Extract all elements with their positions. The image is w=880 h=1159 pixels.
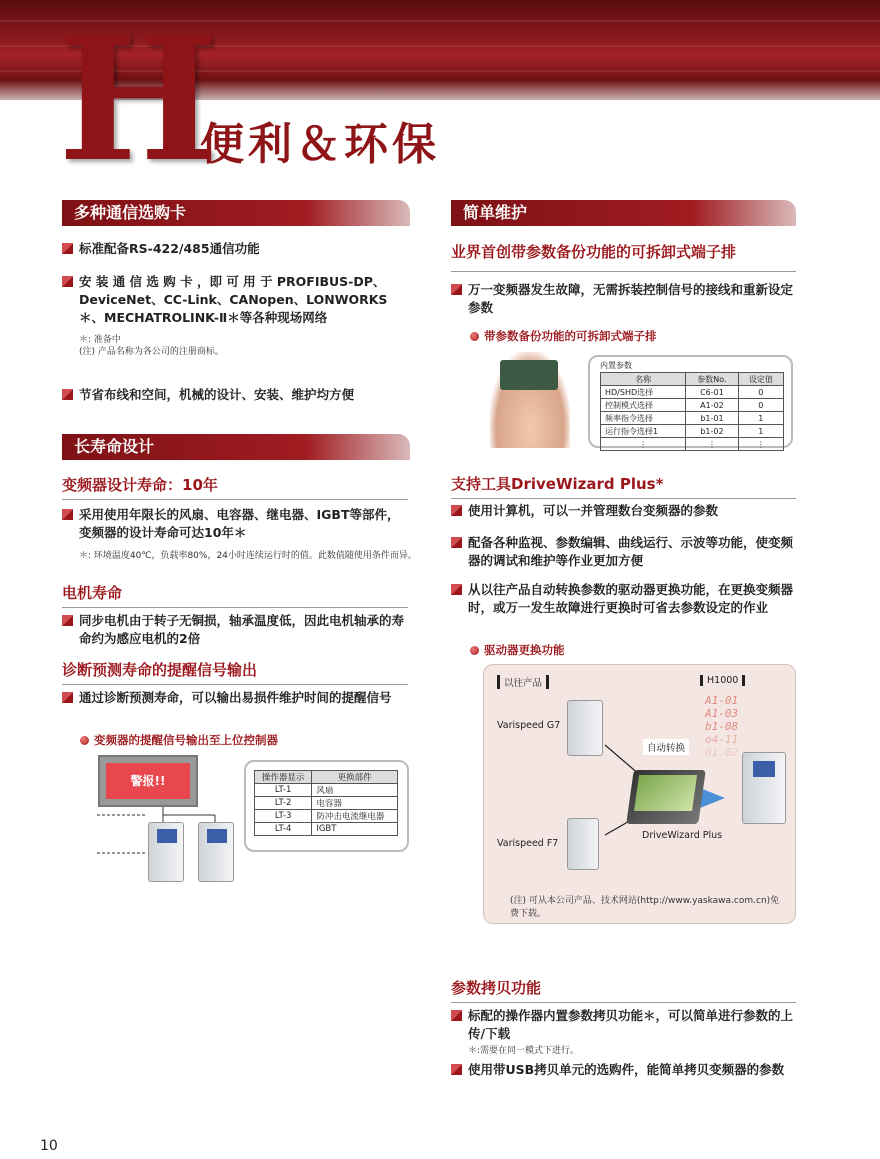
terminal-board: [500, 360, 558, 390]
bullet-motor-life: 同步电机由于转子无铜损，轴承温度低，因此电机轴承的寿命约为感应电机的2倍: [62, 612, 410, 648]
inverter-image-2: [198, 822, 234, 882]
table-row: [255, 810, 398, 823]
bullet-long-life-parts: 采用使用年限长的风扇、电容器、继电器、IGBT等部件，变频器的设计寿命可达10年＊: [62, 506, 410, 542]
bullet-diagnostic: 通过诊断预测寿命，可以输出易损件维护时间的提醒信号: [62, 689, 410, 707]
label-h1000: H1000: [700, 675, 745, 686]
triangle-bullet-icon: [62, 615, 73, 626]
bullet-monitoring: 配备各种监视、参数编辑、曲线运行、示波等功能，使变频器的调试和维护等作业更加方便: [451, 534, 796, 570]
table-row: [255, 797, 398, 810]
table-cell: 控制模式选择: [601, 399, 686, 412]
table-row: [255, 784, 398, 797]
table-row: [601, 412, 784, 425]
table-cell: C6-01: [686, 386, 739, 399]
bullet-fieldbus: 安 装 通 信 选 购 卡 ，即 可 用 于 PROFIBUS-DP、DeviceNet、CC-Link、CANopen、LONWORKS＊、MECHATROLINK-Ⅱ＊等各种现场网络: [62, 273, 412, 327]
table-header: 设定值: [738, 373, 783, 386]
subheading-motor-life: 电机寿命: [62, 582, 408, 608]
table-cell: 电容器: [312, 797, 398, 810]
page-title: 便利＆环保: [200, 119, 440, 170]
caption-alarm-output: 变频器的提醒信号输出至上位控制器: [80, 733, 278, 747]
table-cell: LT-4: [255, 823, 312, 836]
table-row: ⋮ ⋮ ⋮: [601, 438, 784, 451]
inverter-display: [753, 761, 775, 777]
table-cell: 防冲击电流继电器: [312, 810, 398, 823]
bullet-pc-management: 使用计算机，可以一并管理数台变频器的参数: [451, 502, 796, 520]
section-title-communication: 多种通信选购卡: [62, 200, 410, 226]
triangle-bullet-icon: [451, 505, 462, 516]
table-header: 参数No.: [686, 373, 739, 386]
maintenance-table: [254, 770, 398, 836]
bullet-no-rewiring: 万一变频器发生故障，无需拆装控制信号的接线和重新设定参数: [451, 281, 796, 317]
bullet-rs422: 标准配备RS-422/485通信功能: [62, 240, 412, 258]
table-cell: IGBT: [312, 823, 398, 836]
table-cell: 1: [738, 425, 783, 438]
chapter-letter: H: [58, 0, 219, 200]
code-line: A1-03: [705, 707, 739, 720]
triangle-bullet-icon: [62, 276, 73, 287]
subheading-design-life: 变频器设计寿命：10年: [62, 474, 408, 500]
table-cell: LT-2: [255, 797, 312, 810]
note-same-mode: ＊:需要在同一模式下进行。: [468, 1046, 580, 1056]
bullet-param-copy: 标配的操作器内置参数拷贝功能＊，可以简单进行参数的上传/下载: [451, 1007, 796, 1043]
note-download: (注) 可从本公司产品、技术网站(http://www.yaskawa.com.cn)免费下载。: [510, 896, 780, 919]
triangle-bullet-icon: [451, 1064, 462, 1075]
table-cell: LT-1: [255, 784, 312, 797]
table-row: [601, 425, 784, 438]
table-cell: 频率指令选择: [601, 412, 686, 425]
table-cell: 1: [738, 412, 783, 425]
code-line: 01.02: [705, 746, 739, 759]
triangle-bullet-icon: [62, 692, 73, 703]
subheading-drivewizard: 支持工具DriveWizard Plus*: [451, 473, 796, 499]
laptop-image: [626, 770, 706, 824]
triangle-bullet-icon: [62, 389, 73, 400]
table-cell: b1-02: [686, 425, 739, 438]
note-preparing: ＊: 准备中: [79, 335, 121, 345]
code-line: b1-08: [705, 720, 739, 733]
label-old-product: 以往产品: [497, 675, 549, 689]
table-cell: LT-3: [255, 810, 312, 823]
bullet-dot-icon: [80, 736, 89, 745]
subheading-diagnostic: 诊断预测寿命的提醒信号输出: [62, 659, 408, 685]
parameter-table: [600, 372, 784, 451]
bullet-dot-icon: [470, 646, 479, 655]
triangle-bullet-icon: [451, 284, 462, 295]
triangle-bullet-icon: [62, 243, 73, 254]
triangle-bullet-icon: [62, 509, 73, 520]
table-cell: b1-01: [686, 412, 739, 425]
triangle-bullet-icon: [451, 537, 462, 548]
table-header: 名称: [601, 373, 686, 386]
label-drivewizard: DriveWizard Plus: [642, 830, 723, 841]
table-caption: 内置参数: [600, 361, 632, 370]
note-trademark: (注) 产品名称为各公司的注册商标。: [79, 347, 224, 357]
bullet-dot-icon: [470, 332, 479, 341]
bullet-save-wiring: 节省布线和空间，机械的设计、安装、维护均方便: [62, 386, 412, 404]
subheading-terminal: 业界首创带参数备份功能的可拆卸式端子排: [451, 243, 737, 261]
triangle-bullet-icon: [451, 584, 462, 595]
table-header: 操作器显示: [255, 771, 312, 784]
label-varispeed-f7: Varispeed F7: [497, 838, 559, 849]
table-cell: 0: [738, 399, 783, 412]
controller-monitor: [98, 755, 198, 807]
page-number: 10: [40, 1138, 58, 1154]
table-cell: HD/SHD选择: [601, 386, 686, 399]
table-row: [601, 386, 784, 399]
inverter-display: [207, 829, 227, 843]
table-row: [601, 399, 784, 412]
terminal-board-photo: [490, 352, 570, 448]
parameter-codes: [705, 694, 738, 759]
alarm-screen: 警报!!: [106, 763, 190, 799]
h1000-image: [742, 752, 786, 824]
divider: [451, 271, 796, 272]
table-cell: 风扇: [312, 784, 398, 797]
bullet-drive-replacement: 从以往产品自动转换参数的驱动器更换功能，在更换变频器时，或万一发生故障进行更换时可省去参数设定的作业: [451, 581, 796, 617]
label-varispeed-g7: Varispeed G7: [497, 720, 561, 731]
code-line: o4-11: [705, 733, 739, 746]
section-title-maintenance: 简单维护: [451, 200, 796, 226]
table-cell: A1-02: [686, 399, 739, 412]
subheading-param-copy: 参数拷贝功能: [451, 977, 796, 1003]
section-title-long-life: 长寿命设计: [62, 434, 410, 460]
table-row: [255, 823, 398, 836]
note-conditions: ＊: 环境温度40℃，负载率80%，24小时连续运行时的值。此数值随使用条件而异。: [79, 551, 417, 561]
laptop-screen: [634, 775, 697, 811]
triangle-bullet-icon: [451, 1010, 462, 1021]
inverter-display: [157, 829, 177, 843]
inverter-image-1: [148, 822, 184, 882]
label-auto-convert: 自动转换: [643, 739, 689, 755]
table-header: 更换部件: [312, 771, 398, 784]
table-cell: 运行指令选择1: [601, 425, 686, 438]
caption-terminal: 带参数备份功能的可拆卸式端子排: [470, 329, 657, 343]
caption-drive-replacement: 驱动器更换功能: [470, 643, 565, 657]
bullet-usb-copy: 使用带USB拷贝单元的选购件，能简单拷贝变频器的参数: [451, 1061, 796, 1079]
table-cell: 0: [738, 386, 783, 399]
code-line: A1-01: [705, 694, 739, 707]
